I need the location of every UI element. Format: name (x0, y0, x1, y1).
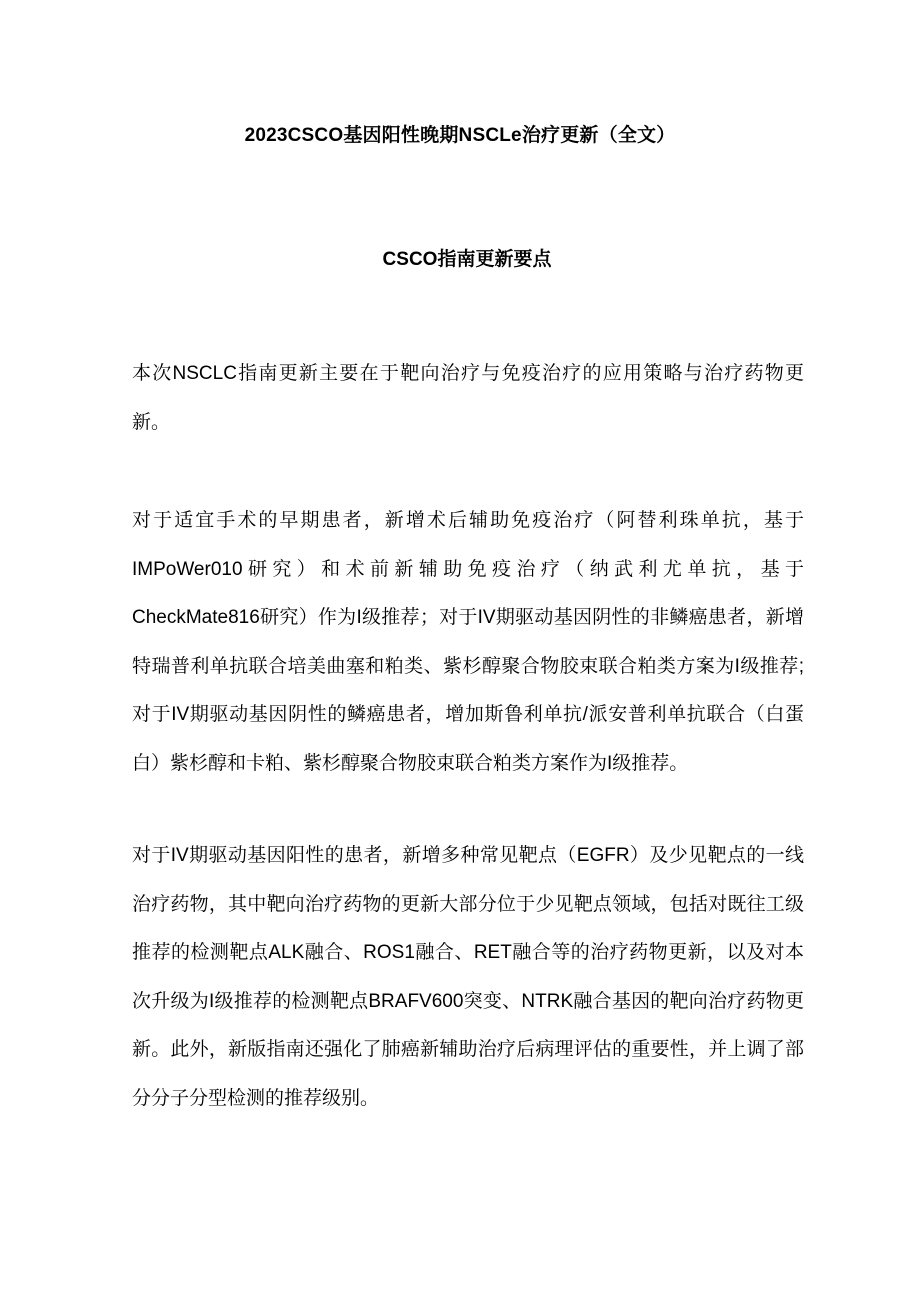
paragraph-intro: 本次NSCLC指南更新主要在于靶向治疗与免疫治疗的应用策略与治疗药物更新。 (132, 363, 804, 433)
document-title: 2023CSCO基因阳性晚期NSCLe治疗更新（全文） (244, 125, 676, 146)
paragraph-driver-positive: 对于IV期驱动基因阳性的患者，新增多种常见靶点（EGFR）及少见靶点的一线治疗药物，其中靶向治疗药物的更新大部分位于少见靶点领域，包括对既往工级推荐的检测靶点ALK融合、ROS1融合、RET融合等的治疗药物更新，以及对本次升级为I级推荐的检测靶点BRAFV600突变、NTRK融合基因的靶向治疗药物更新。此外，新版指南还强化了肺癌新辅助治疗后病理评估的重要性，并上调了部分分子分型检测的推荐级别。 (132, 845, 804, 1109)
section-heading: CSCO指南更新要点 (382, 249, 552, 270)
paragraph-early-stage-and-driver-negative: 对于适宜手术的早期患者，新增术后辅助免疫治疗（阿替利珠单抗，基于IMPoWer010研究）和术前新辅助免疫治疗（纳武利尤单抗，基于CheckMate816研究）作为I级推荐；对于IV期驱动基因阴性的非鳞癌患者，新增特瑞普利单抗联合培美曲塞和粕类、紫杉醇聚合物胶束联合粕类方案为I级推荐;对于IV期驱动基因阴性的鳞癌患者，增加斯鲁利单抗/派安普利单抗联合（白蛋白）紫杉醇和卡粕、紫杉醇聚合物胶束联合粕类方案作为I级推荐。 (132, 510, 804, 774)
